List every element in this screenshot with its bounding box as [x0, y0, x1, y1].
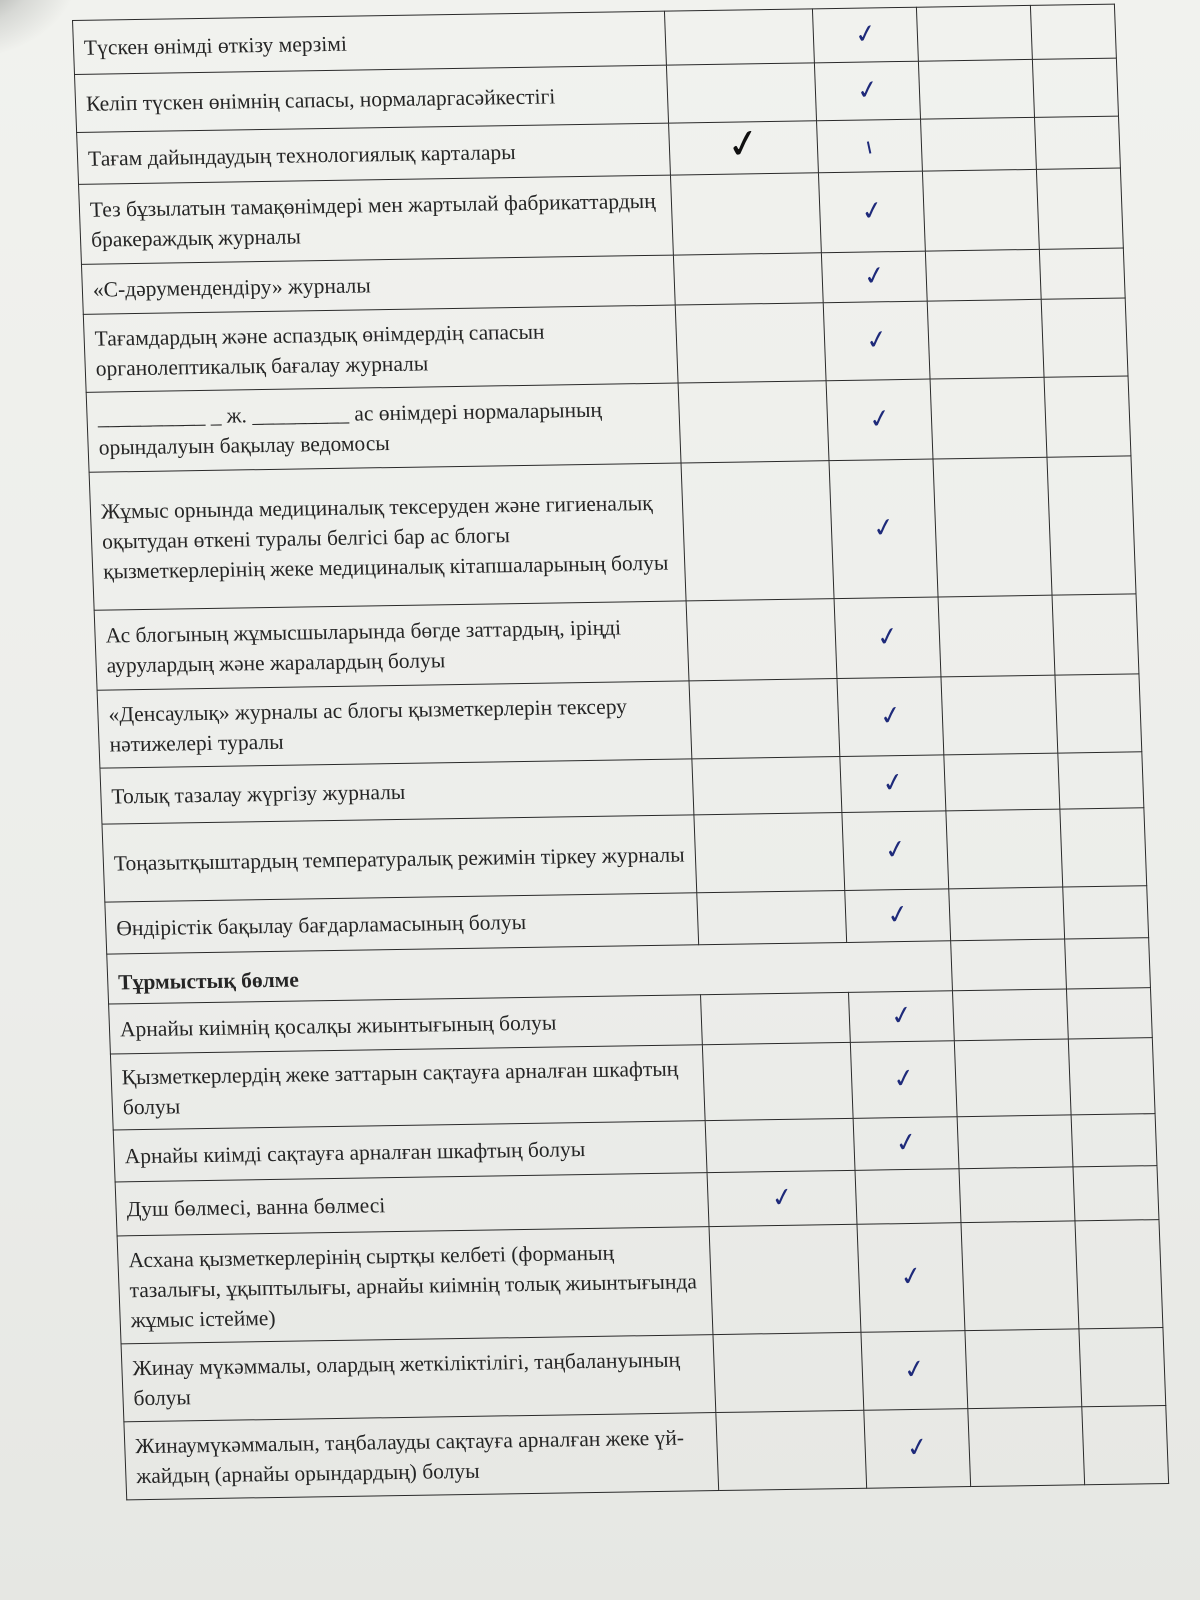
mark-cell-3 [921, 117, 1037, 171]
mark-cell-1 [713, 1332, 864, 1412]
mark-cell-1 [707, 1170, 857, 1226]
mark-cell-1 [701, 992, 851, 1044]
mark-cell-3 [951, 939, 1067, 991]
mark-cell-3 [916, 5, 1032, 61]
row-label: Тағам дайындаудың технологиялық карталары [77, 123, 671, 184]
table-row [89, 456, 1136, 610]
mark-cell-2 [848, 991, 954, 1043]
mark-cell-2 [861, 1331, 968, 1411]
mark-cell-2 [826, 379, 933, 461]
row-label: Тағамдардың және аспаздық өнімдердің сапасын органолептикалық бағалау журналы [83, 305, 678, 392]
mark-cell-4 [1036, 168, 1123, 249]
row-label: Жұмыс орнында медициналық тексеруден және гигиеналық оқытудан өткені туралы белгісі бар ас блогы қызметкерлерінің жеке медициналық кітапшаларының болуы [89, 463, 686, 610]
mark-cell-1 [689, 679, 840, 759]
mark-cell-3 [922, 169, 1039, 251]
mark-cell-3 [933, 457, 1052, 597]
checkmark: ✓ [892, 1126, 920, 1160]
mark-cell-1 [697, 890, 847, 944]
mark-cell-2 [855, 1169, 961, 1225]
checkmark: ✓ [876, 699, 904, 733]
mark-cell-3 [925, 249, 1041, 301]
mark-cell-4 [1065, 938, 1151, 989]
mark-cell-1 [669, 118, 819, 175]
mark-cell-1 [670, 173, 821, 255]
mark-cell-1 [675, 303, 826, 383]
mark-cell-4 [1068, 1038, 1155, 1115]
mark-cell-3 [961, 1221, 1079, 1331]
mark-cell-1 [678, 381, 829, 463]
checkmark: ✓ [879, 766, 907, 800]
mark-cell-2 [837, 677, 944, 757]
mark-cell-4 [1041, 298, 1128, 377]
checkmark: ✓ [722, 118, 764, 170]
mark-cell-2 [845, 889, 951, 943]
row-label: __________ _ ж. _________ ас өнімдері нормаларының орындалуын бақылау ведомосы [86, 383, 681, 472]
mark-cell-3 [957, 1115, 1073, 1169]
mark-cell-4 [1063, 886, 1149, 939]
mark-cell-3 [952, 989, 1068, 1041]
checkmark: ✓ [768, 1180, 796, 1214]
checklist-table-wrapper [72, 4, 1169, 1501]
row-label: Тоңазытқыштардың температуралық режимін тіркеу журналы [102, 815, 697, 902]
checkmark: ✓ [863, 323, 890, 357]
checkmark: ✓ [866, 402, 893, 436]
checkmark: ✓ [881, 833, 909, 867]
checkmark: ✓ [860, 259, 888, 293]
row-label: Жинау мүкәммалы, олардың жеткіліктілігі, таңбалануының болуы [121, 1335, 716, 1422]
row-label: Душ бөлмесі, ванна бөлмесі [115, 1173, 709, 1236]
mark-cell-1 [716, 1410, 867, 1490]
mark-cell-2 [829, 459, 938, 599]
mark-cell-2 [823, 301, 930, 381]
checkmark: ✓ [858, 194, 886, 228]
table-row [117, 1220, 1163, 1344]
mark-cell-4 [1035, 116, 1121, 169]
mark-cell-2 [834, 597, 941, 679]
mark-cell-4 [1039, 248, 1125, 299]
mark-cell-3 [918, 59, 1034, 119]
checkmark: ✓ [874, 620, 901, 654]
checkmark: ✓ [897, 1259, 925, 1293]
mark-cell-4 [1030, 4, 1116, 59]
checkmark: ✓ [870, 511, 897, 545]
checkmark: ✓ [854, 73, 881, 107]
mark-cell-4 [1060, 808, 1147, 887]
mark-cell-4 [1079, 1328, 1166, 1407]
mark-cell-3 [941, 675, 1058, 755]
mark-cell-2 [818, 171, 925, 253]
mark-cell-3 [949, 887, 1065, 941]
row-label: Арнайы киімді сақтауға арналған шкафтың болуы [113, 1121, 707, 1182]
row-label: Арнайы киімнің қосалқы жиынтығының болуы [109, 995, 703, 1054]
tick-mark: ı [863, 133, 876, 160]
row-label: Түскен өнімді өткізу мерзімі [73, 11, 667, 74]
mark-cell-4 [1075, 1220, 1163, 1329]
mark-cell-4 [1032, 58, 1118, 117]
row-label: Келіп түскен өнімнің сапасы, нормаларгасәйкестігі [74, 65, 668, 132]
mark-cell-1 [673, 253, 823, 305]
mark-cell-2 [814, 61, 920, 121]
row-label: «С-дәрумендендіру» журналы [81, 255, 675, 314]
mark-cell-1 [681, 461, 834, 601]
mark-cell-4 [1055, 674, 1142, 753]
checkmark: ✓ [900, 1352, 928, 1386]
mark-cell-2 [853, 1117, 959, 1171]
mark-cell-4 [1073, 1166, 1159, 1221]
mark-cell-3 [930, 377, 1047, 459]
checklist-table [72, 4, 1169, 1501]
row-label: Өндірістік бақылау бағдарламасының болуы [105, 893, 699, 954]
mark-cell-1 [686, 599, 837, 681]
mark-cell-2 [821, 251, 927, 303]
mark-cell-2 [864, 1409, 971, 1489]
checkmark: ✓ [903, 1430, 931, 1464]
mark-cell-3 [965, 1329, 1082, 1409]
mark-cell-3 [946, 809, 1063, 889]
row-label: Асхана қызметкерлерінің сыртқы келбеті (форманың тазалығы, ұқыптылығы, арнайы киімнің толық жиынтығында жұмыс істейме) [117, 1227, 713, 1344]
mark-cell-4 [1044, 376, 1131, 457]
mark-cell-4 [1066, 988, 1152, 1039]
mark-cell-2 [842, 811, 949, 891]
mark-cell-1 [702, 1042, 853, 1120]
row-label: Толық тазалау жүргізу журналы [100, 759, 694, 824]
row-label: «Денсаулық» журналы ас блогы қызметкерлерін тексеру нәтижелері туралы [97, 681, 692, 768]
row-label: Қызметкерлердің жеке заттарын сақтауға арналған шкафтың болуы [110, 1045, 705, 1130]
mark-cell-2 [812, 7, 918, 63]
checkmark: ✓ [887, 999, 915, 1033]
mark-cell-1 [664, 9, 814, 65]
paper-edge-shadow [0, 0, 80, 60]
section-title: Тұрмыстық бөлме [107, 941, 953, 1004]
mark-cell-4 [1047, 456, 1136, 595]
mark-cell-1 [694, 813, 845, 893]
mark-cell-4 [1058, 752, 1144, 809]
mark-cell-3 [927, 299, 1044, 379]
row-label: Ас блогының жұмысшыларында бөгде заттардың, іріңді аурулардың және жаралардың болуы [94, 601, 689, 690]
checkmark: ✓ [884, 898, 912, 932]
mark-cell-4 [1071, 1114, 1157, 1167]
mark-cell-3 [954, 1039, 1071, 1117]
mark-cell-3 [959, 1167, 1075, 1223]
mark-cell-3 [944, 753, 1060, 811]
mark-cell-3 [938, 595, 1055, 677]
table-row [124, 1405, 1169, 1499]
mark-cell-2 [817, 119, 923, 173]
mark-cell-3 [968, 1407, 1085, 1487]
mark-cell-4 [1082, 1405, 1169, 1484]
row-label: Жинаумүкәммалын, таңбалауды сақтауға арналған жеке үй-жайдың (арнайы орындардың) болуы [124, 1413, 719, 1500]
mark-cell-1 [709, 1224, 861, 1334]
mark-cell-1 [692, 757, 842, 815]
checkmark: ✓ [890, 1062, 918, 1096]
mark-cell-4 [1052, 594, 1139, 675]
row-label: Тез бұзылатын тамақөнімдері мен жартылай фабрикаттардың бракераждық журналы [79, 175, 674, 264]
mark-cell-1 [666, 63, 816, 123]
mark-cell-2 [840, 755, 946, 813]
checkmark: ✓ [851, 17, 879, 51]
mark-cell-1 [705, 1118, 855, 1172]
mark-cell-2 [850, 1041, 957, 1119]
mark-cell-2 [857, 1223, 965, 1333]
